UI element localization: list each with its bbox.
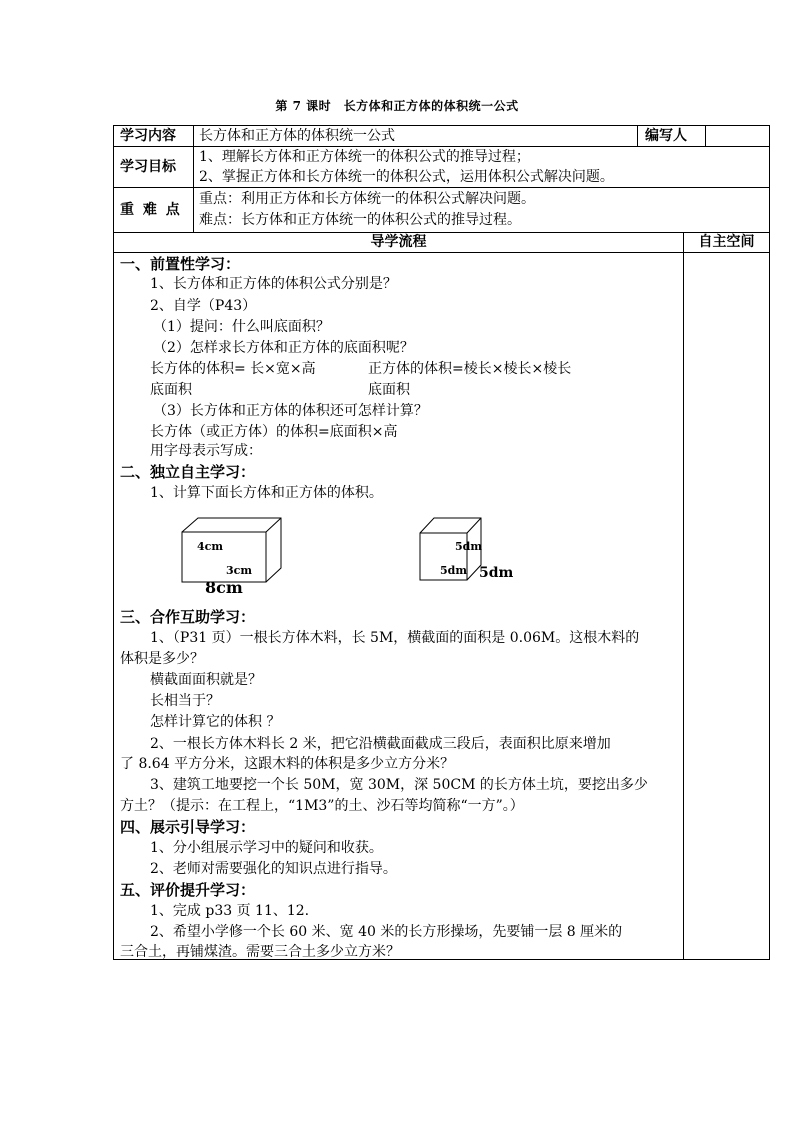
s3-problem-1: 1、（P31 页）一根长方体木料，长 5M，横截面的面积是 0.06M。这根木料的 <box>150 630 640 646</box>
s3-problem-3-cont: 方土？（提示：在工程上，“1M3”的土、沙石等均简称“一方”。） <box>120 798 524 814</box>
s4-line: 1、分小组展示学习中的疑问和收获。 <box>150 840 383 856</box>
unified-formula: 长方体（或正方体）的体积=底面积×高 <box>150 424 398 440</box>
s5-line: 1、完成 p33 页 11、12. <box>150 903 310 919</box>
cuboid-width-label: 3cm <box>226 564 252 577</box>
s3-problem-1-cont: 体积是多少？ <box>120 651 204 667</box>
s1-line: 1、长方体和正方体的体积公式分别是？ <box>150 276 397 292</box>
s5-problem: 2、希望小学修一个长 60 米、宽 40 米的长方形操场，先要铺一层 8 厘米的 <box>150 924 623 940</box>
key-label: 重 难 点 <box>120 202 182 218</box>
section-5-heading: 五、评价提升学习： <box>120 881 256 899</box>
author-label: 编写人 <box>645 128 687 144</box>
base-area-label: 底面积 <box>150 382 192 398</box>
content-label: 学习内容 <box>120 128 176 144</box>
cube-height-label: 5dm <box>455 540 482 553</box>
s1-line: （2）怎样求长方体和正方体的底面积呢？ <box>153 340 414 356</box>
flow-header: 导学流程 <box>370 234 427 250</box>
s5-problem-cont: 三合土，再铺煤渣。需要三合土多少立方米？ <box>120 944 400 960</box>
s2-line: 1、计算下面长方体和正方体的体积。 <box>150 485 383 501</box>
difficult-point: 难点：长方体和正方体统一的体积公式的推导过程。 <box>199 212 521 228</box>
s1-line: 2、自学（P43） <box>150 298 257 314</box>
s3-question: 怎样计算它的体积 ？ <box>150 714 281 730</box>
letters-formula: 用字母表示写成： <box>150 443 262 459</box>
s1-q3: （3）长方体和正方体的体积还可怎样计算？ <box>153 403 428 419</box>
section-4-heading: 四、展示引导学习： <box>120 818 256 836</box>
page-title: 第 7 课时 长方体和正方体的体积统一公式 <box>275 99 519 113</box>
s4-line: 2、老师对需要强化的知识点进行指导。 <box>150 861 397 877</box>
s3-problem-2-cont: 了 8.64 平方分米，这跟木料的体积是多少立方分米？ <box>120 756 455 772</box>
section-3-heading: 三、合作互助学习： <box>120 608 256 626</box>
cuboid-length-label: 8cm <box>205 578 243 597</box>
goal-item: 1、理解长方体和正方体统一的体积公式的推导过程； <box>199 149 530 165</box>
s3-question: 长相当于？ <box>150 693 220 709</box>
goals-label: 学习目标 <box>120 159 176 175</box>
content-value: 长方体和正方体的体积统一公式 <box>199 128 395 144</box>
cube-width-label: 5dm <box>440 564 467 577</box>
s3-problem-3: 3、建筑工地要挖一个长 50M，宽 30M，深 50CM 的长方体土坑，要挖出多少 <box>150 777 648 793</box>
section-1-heading: 一、前置性学习： <box>120 255 241 273</box>
formula-rect: 长方体的体积= 长×宽×高 <box>150 361 316 377</box>
goal-item: 2、掌握正方体和长方体统一的体积公式，运用体积公式解决问题。 <box>199 169 614 185</box>
s3-question: 横截面面积就是？ <box>150 672 262 688</box>
cuboid-height-label: 4cm <box>197 540 223 553</box>
s3-problem-2: 2、一根长方体木料长 2 米，把它沿横截面截成三段后，表面积比原来增加 <box>150 736 611 752</box>
section-2-heading: 二、独立自主学习： <box>120 463 256 481</box>
base-area-label: 底面积 <box>368 382 410 398</box>
key-point: 重点：利用正方体和长方体统一的体积公式解决问题。 <box>199 191 535 207</box>
cube-depth-label: 5dm <box>479 565 514 581</box>
space-header: 自主空间 <box>698 234 755 250</box>
formula-cube: 正方体的体积=棱长×棱长×棱长 <box>368 361 572 377</box>
s1-line: （1）提问：什么叫底面积？ <box>153 319 330 335</box>
